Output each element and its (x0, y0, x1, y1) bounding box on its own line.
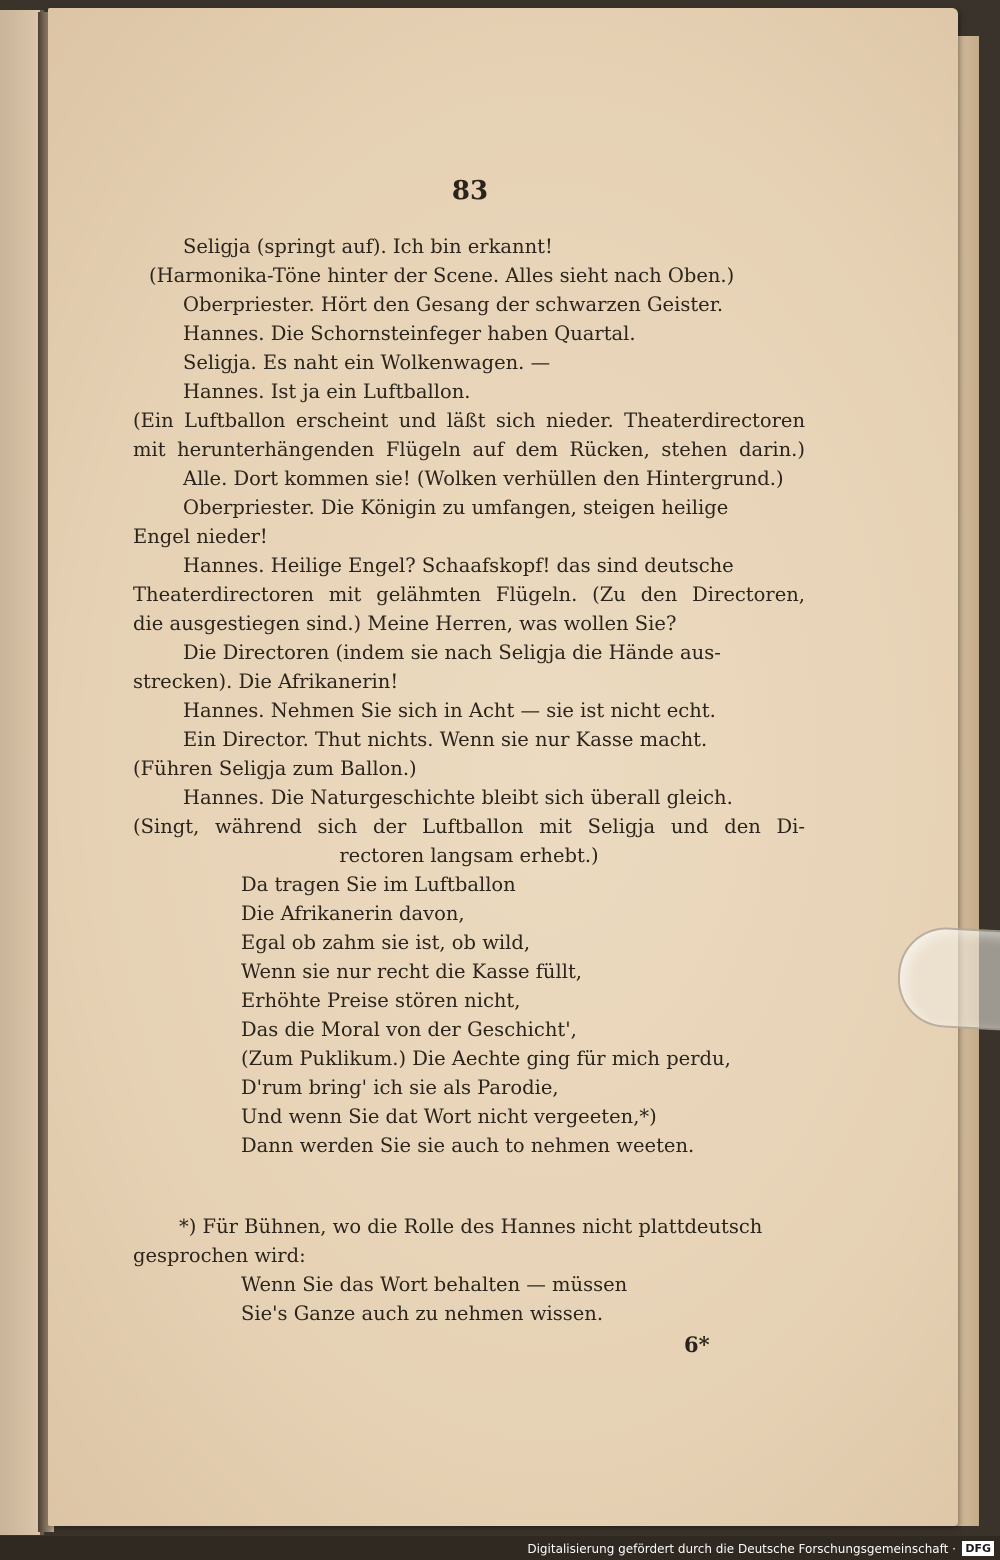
verse-line: Da tragen Sie im Luftballon (241, 873, 516, 896)
text-line: Hannes. Die Schornsteinfeger haben Quartal. (183, 322, 636, 345)
stage-direction: mit herunterhängenden Flügeln auf dem Rücken, stehen darin.) (133, 438, 805, 461)
text-line: die ausgestiegen sind.) Meine Herren, was wollen Sie? (133, 612, 677, 635)
text-line: Hannes. Die Naturgeschichte bleibt sich überall gleich. (183, 786, 733, 809)
text-line: Oberpriester. Hört den Gesang der schwarzen Geister. (183, 293, 724, 316)
verse-line: Und wenn Sie dat Wort nicht vergeeten,*) (241, 1105, 657, 1128)
footnote (133, 1212, 805, 1328)
text-line: Ein Director. Thut nichts. Wenn sie nur Kasse macht. (183, 728, 708, 751)
text-line: Die Directoren (indem sie nach Seligja die Hände aus- (183, 641, 721, 664)
credit-bar (0, 1536, 1000, 1560)
text-line: Oberpriester. Die Königin zu umfangen, steigen heilige (183, 496, 729, 519)
stage-direction: (Ein Luftballon erscheint und läßt sich nieder. Theaterdirectoren (133, 409, 805, 432)
footnote-line: gesprochen wird: (133, 1244, 306, 1267)
stage-direction: (Führen Seligja zum Ballon.) (133, 757, 417, 780)
text-line: Hannes. Heilige Engel? Schaafskopf! das sind deutsche (183, 554, 734, 577)
text-line: Hannes. Ist ja ein Luftballon. (183, 380, 471, 403)
text-line: Engel nieder! (133, 525, 268, 548)
signature-mark: 6* (684, 1332, 710, 1357)
verse-line: Dann werden Sie sie auch to nehmen weeten. (241, 1134, 695, 1157)
verse-line: Die Afrikanerin davon, (241, 902, 465, 925)
dfg-credit-text: Digitalisierung gefördert durch die Deutsche Forschungsgemeinschaft · (527, 1542, 956, 1556)
dfg-logo: DFG (962, 1541, 994, 1556)
text-line: Alle. Dort kommen sie! (Wolken verhüllen den Hintergrund.) (183, 467, 784, 490)
text-line: Seligja. Es naht ein Wolkenwagen. — (183, 351, 551, 374)
text-line: strecken). Die Afrikanerin! (133, 670, 399, 693)
verse-line: Das die Moral von der Geschicht', (241, 1018, 577, 1041)
text-line: Hannes. Nehmen Sie sich in Acht — sie ist nicht echt. (183, 699, 716, 722)
stage-direction: rectoren langsam erhebt.) (339, 844, 599, 867)
stage-direction: (Harmonika-Töne hinter der Scene. Alles sieht nach Oben.) (149, 264, 735, 287)
footnote-line: *) Für Bühnen, wo die Rolle des Hannes nicht plattdeutsch (179, 1215, 763, 1238)
verse-line: Wenn sie nur recht die Kasse füllt, (241, 960, 582, 983)
page-text (133, 232, 805, 1160)
page-number: 83 (451, 176, 489, 206)
verse-line: Erhöhte Preise stören nicht, (241, 989, 521, 1012)
text-line: Seligja (springt auf). Ich bin erkannt! (183, 235, 553, 258)
verse-line: D'rum bring' ich sie als Parodie, (241, 1076, 559, 1099)
verse-line: Egal ob zahm sie ist, ob wild, (241, 931, 531, 954)
text-line: Theaterdirectoren mit gelähmten Flügeln. (Zu den Directoren, (133, 583, 805, 606)
verse-line: (Zum Puklikum.) Die Aechte ging für mich perdu, (241, 1047, 731, 1070)
footnote-line: Wenn Sie das Wort behalten — müssen (241, 1273, 628, 1296)
footnote-line: Sie's Ganze auch zu nehmen wissen. (241, 1302, 604, 1325)
stage-direction: (Singt, während sich der Luftballon mit Seligja und den Di- (133, 815, 805, 838)
